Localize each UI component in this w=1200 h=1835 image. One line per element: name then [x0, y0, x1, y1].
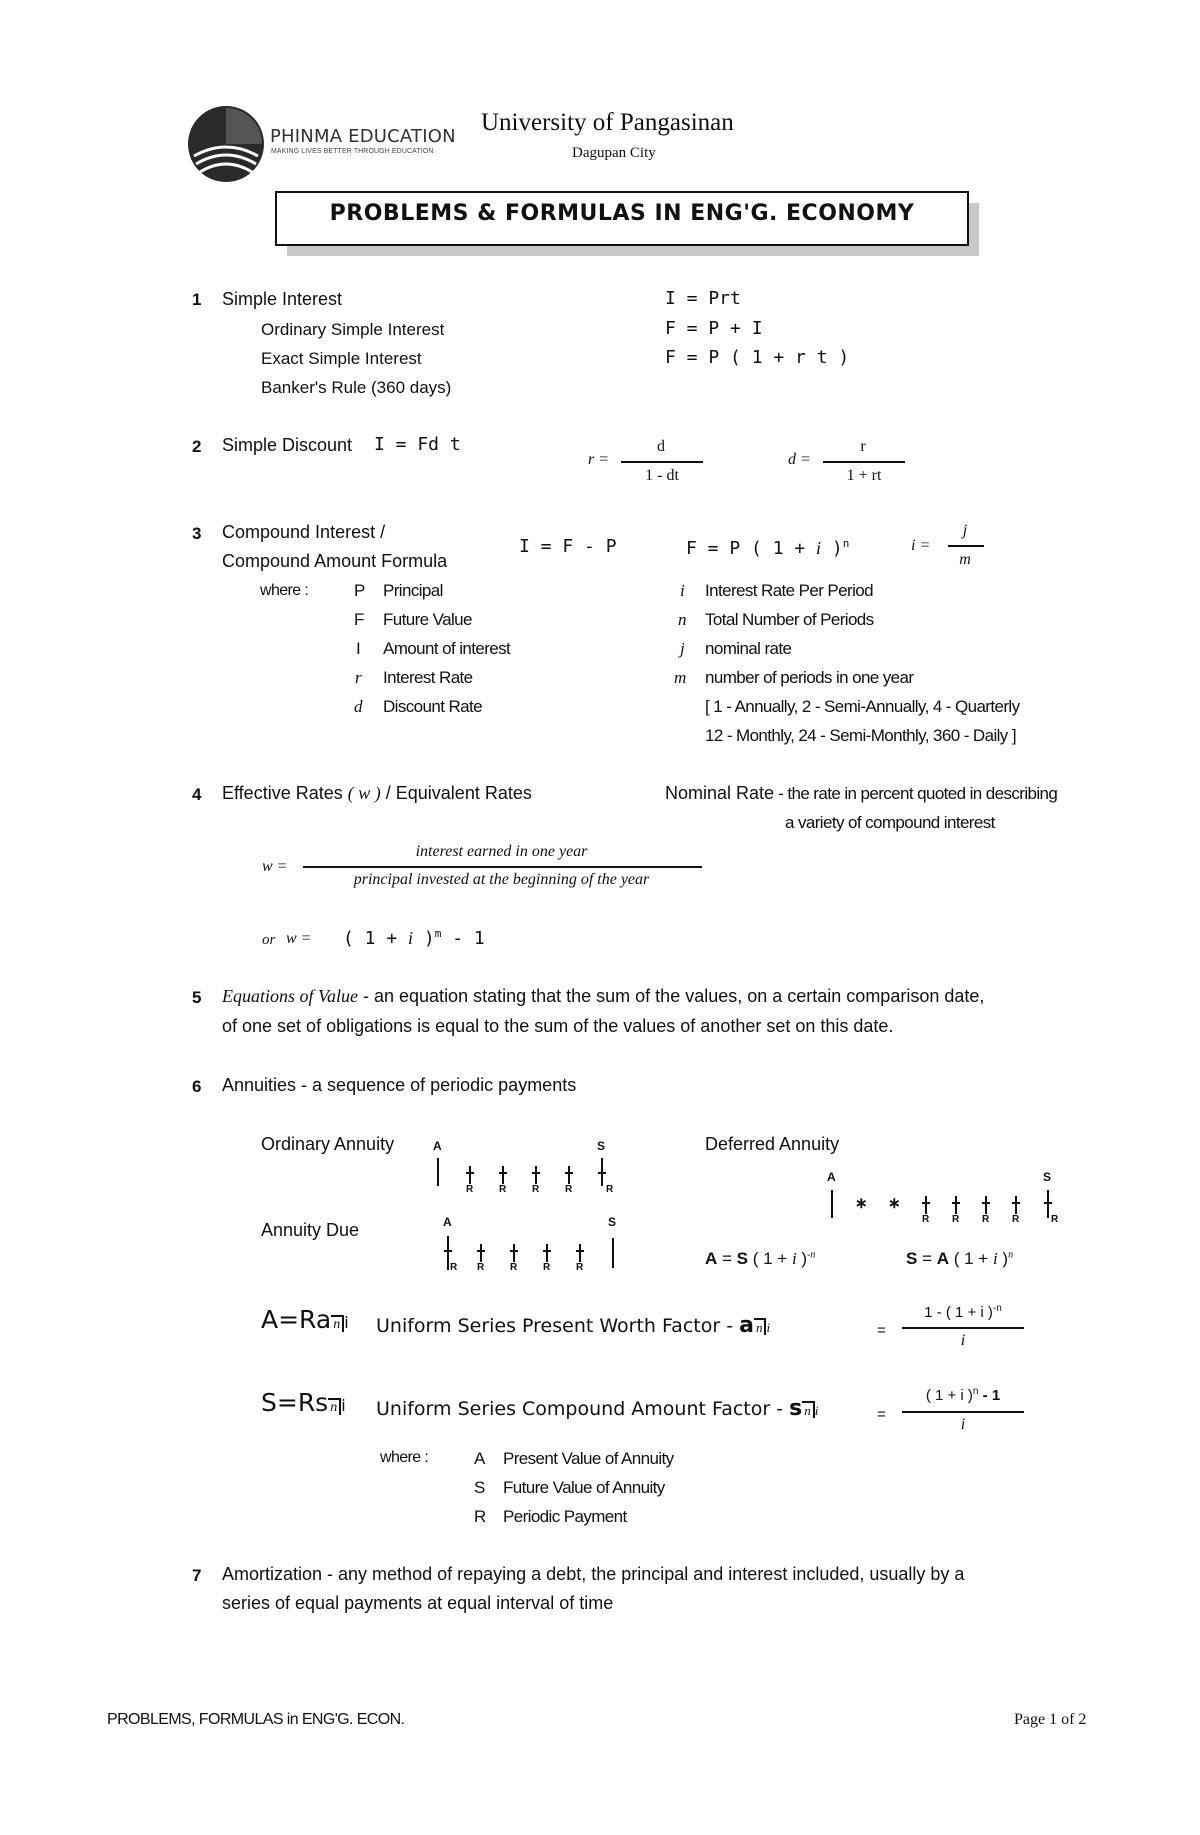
fraction-i-numerator: j	[962, 522, 968, 539]
fraction-i-denominator: m	[959, 551, 971, 568]
ordinary-tick-2	[502, 1166, 504, 1184]
due-tick-2	[480, 1244, 482, 1262]
deferred-dash-3	[982, 1202, 990, 1204]
ordinary-dash-1	[466, 1172, 474, 1174]
page-title: PROBLEMS & FORMULAS IN ENG'G. ECONOMY	[329, 201, 915, 226]
present-worth-denominator: i	[960, 1332, 966, 1349]
deferred-dash-2	[952, 1202, 960, 1204]
section-7-number: 7	[192, 1566, 202, 1585]
ordinary-annuity-label: Ordinary Annuity	[261, 1134, 395, 1154]
deferred-s-label: S	[1043, 1170, 1052, 1184]
fraction-r-lhs: r =	[588, 451, 610, 468]
fraction-r-numerator: d	[657, 438, 665, 455]
def-discount-rate: Discount Rate	[383, 697, 482, 716]
due-tick-1	[447, 1236, 449, 1270]
university-name: University of Pangasinan	[481, 109, 734, 136]
symbol-r: r	[355, 668, 362, 687]
deferred-dash-5	[1044, 1202, 1052, 1204]
due-r-2: R	[477, 1262, 485, 1273]
fraction-d-denominator: 1 + rt	[846, 467, 882, 484]
brand-name: PHINMA EDUCATION	[270, 126, 456, 147]
section-6-number: 6	[192, 1077, 202, 1096]
symbol-i-upper: I	[356, 639, 361, 658]
effective-rate-lhs: w =	[262, 858, 288, 875]
compound-amount-denominator: i	[960, 1416, 966, 1433]
compound-amount-symbol: S=Rs n i	[261, 1388, 346, 1417]
effective-rate-or: or	[262, 932, 276, 948]
effective-rate-bar	[303, 866, 702, 868]
symbol-d: d	[354, 697, 363, 716]
ordinary-r-5: R	[606, 1184, 614, 1195]
section-3-number: 3	[192, 524, 202, 543]
formula-simple-discount: I = Fd t	[374, 434, 461, 455]
section-5-line2: of one set of obligations is equal to the sum of the values of another set on this date.	[222, 1016, 894, 1036]
deferred-r-5: R	[1051, 1214, 1059, 1225]
nominal-rate-definition: Nominal Rate - the rate in percent quoted in describing	[665, 783, 1058, 803]
formula-future-value-rate: F = P ( 1 + r t )	[665, 347, 850, 368]
symbol-r-upper: R	[474, 1507, 487, 1526]
ordinary-start-tick	[437, 1158, 439, 1186]
effective-rate-numerator: interest earned in one year	[415, 843, 588, 860]
compound-amount-label: Uniform Series Compound Amount Factor - s n i	[376, 1396, 819, 1421]
university-city: Dagupan City	[572, 145, 656, 161]
formula-compound-interest: I = F - P	[519, 536, 617, 557]
fraction-d-lhs: d =	[788, 451, 811, 468]
phinma-logo-mark-icon	[186, 104, 266, 184]
def-future-value-annuity: Future Value of Annuity	[503, 1478, 665, 1497]
ordinary-dash-3	[532, 1172, 540, 1174]
deferred-skip-mark-1: ∗	[855, 1195, 868, 1212]
def-periodic-payment: Periodic Payment	[503, 1507, 627, 1526]
ordinary-tick-4	[568, 1166, 570, 1184]
section-1-item-exact: Exact Simple Interest	[261, 349, 422, 368]
present-worth-label: Uniform Series Present Worth Factor - a n i	[376, 1313, 771, 1338]
deferred-r-3: R	[982, 1214, 990, 1225]
def-total-periods: Total Number of Periods	[705, 610, 874, 629]
deferred-tick-4	[1015, 1196, 1017, 1214]
footer-document-name: PROBLEMS, FORMULAS in ENG'G. ECON.	[107, 1711, 405, 1728]
due-dash-3	[510, 1250, 518, 1252]
fraction-d-numerator: r	[860, 438, 866, 455]
ordinary-dash-5	[598, 1172, 606, 1174]
def-nominal-rate: nominal rate	[705, 639, 792, 658]
symbol-s: S	[474, 1478, 486, 1497]
compounding-note-line1: [ 1 - Annually, 2 - Semi-Annually, 4 - Quarterly	[705, 697, 1020, 716]
section-4-title: Effective Rates ( w ) / Equivalent Rates	[222, 783, 532, 803]
section-2-number: 2	[192, 437, 202, 456]
due-r-3: R	[510, 1262, 518, 1273]
due-tick-3	[513, 1244, 515, 1262]
section-7-line1: Amortization - any method of repaying a debt, the principal and interest included, usually by a	[222, 1564, 965, 1584]
footer-page-number: Page 1 of 2	[1014, 1711, 1087, 1728]
section-6-title: Annuities - a sequence of periodic payments	[222, 1075, 577, 1095]
def-principal: Principal	[383, 581, 443, 600]
compound-amount-bar	[902, 1411, 1024, 1413]
deferred-r-2: R	[952, 1214, 960, 1225]
section-2-title: Simple Discount	[222, 435, 353, 455]
due-dash-5	[576, 1250, 584, 1252]
def-interest-rate-per-period: Interest Rate Per Period	[705, 581, 873, 600]
section-6-where: where :	[380, 1449, 429, 1466]
section-1-item-ordinary: Ordinary Simple Interest	[261, 320, 445, 339]
section-3-title-line2: Compound Amount Formula	[222, 551, 448, 571]
fraction-i-bar	[948, 545, 984, 547]
ordinary-r-2: R	[499, 1184, 507, 1195]
formula-future-value-simple: F = P + I	[665, 318, 763, 339]
deferred-tick-5	[1047, 1190, 1049, 1218]
symbol-a: A	[474, 1449, 486, 1468]
compound-amount-equals: =	[877, 1406, 886, 1423]
due-r-1: R	[450, 1262, 458, 1273]
section-5-line1: Equations of Value - an equation stating that the sum of the values, on a certain comparison date,	[222, 986, 985, 1006]
deferred-tick-3	[985, 1196, 987, 1214]
due-dash-2	[477, 1250, 485, 1252]
annuity-due-label: Annuity Due	[261, 1220, 360, 1240]
section-1-number: 1	[192, 290, 202, 309]
deferred-r-1: R	[922, 1214, 930, 1225]
deferred-annuity-label: Deferred Annuity	[705, 1134, 840, 1154]
symbol-j: j	[680, 639, 685, 658]
brand-tagline: MAKING LIVES BETTER THROUGH EDUCATION	[271, 148, 434, 155]
due-r-4: R	[543, 1262, 551, 1273]
section-7-line2: series of equal payments at equal interval of time	[222, 1593, 614, 1613]
present-worth-equals: =	[877, 1322, 886, 1339]
ordinary-a-label: A	[433, 1139, 442, 1153]
formula-simple-interest: I = Prt	[665, 288, 741, 309]
section-1-item-bankers: Banker's Rule (360 days)	[261, 378, 452, 397]
def-present-value-annuity: Present Value of Annuity	[503, 1449, 674, 1468]
due-dash-4	[543, 1250, 551, 1252]
formula-compound-amount: F = P ( 1 + i )$^n$	[686, 537, 850, 559]
deferred-r-4: R	[1012, 1214, 1020, 1225]
due-dash-1	[444, 1250, 452, 1252]
symbol-m: m	[674, 668, 687, 687]
compounding-note-line2: 12 - Monthly, 24 - Semi-Monthly, 360 - Daily ]	[705, 726, 1016, 745]
ordinary-dash-2	[499, 1172, 507, 1174]
deferred-tick-1	[925, 1196, 927, 1214]
def-periods-per-year: number of periods in one year	[705, 668, 914, 687]
present-worth-symbol: A=Ra n i	[261, 1305, 349, 1334]
ordinary-dash-4	[565, 1172, 573, 1174]
ordinary-tick-1	[469, 1166, 471, 1184]
fraction-d-bar	[823, 461, 905, 463]
section-5-number: 5	[192, 988, 202, 1007]
due-a-label: A	[443, 1215, 452, 1229]
due-tick-4	[546, 1244, 548, 1262]
effective-rate-lhs-2: w =	[286, 930, 312, 947]
effective-rate-denominator: principal invested at the beginning of the year	[353, 871, 650, 888]
ordinary-s-label: S	[597, 1139, 606, 1153]
def-amount-of-interest: Amount of interest	[383, 639, 511, 658]
deferred-a-label: A	[827, 1170, 836, 1184]
formula-deferred-future: S = A ( 1 + i )$^n$	[906, 1249, 1014, 1268]
due-end-tick	[612, 1238, 614, 1268]
due-r-5: R	[576, 1262, 584, 1273]
fraction-i-lhs: i =	[911, 537, 931, 554]
symbol-i: i	[680, 581, 685, 600]
compound-amount-numerator: ( 1 + i )$^n$ - 1	[925, 1386, 1001, 1404]
section-3-where: where :	[260, 582, 309, 599]
ordinary-r-1: R	[466, 1184, 474, 1195]
ordinary-r-3: R	[532, 1184, 540, 1195]
section-3-title-line1: Compound Interest /	[222, 522, 386, 542]
deferred-start-tick	[831, 1190, 833, 1218]
deferred-skip-mark-2: ∗	[888, 1195, 901, 1212]
present-worth-numerator: 1 - ( 1 + i )$^{-n}$	[924, 1303, 1002, 1321]
formula-effective-rate: ( 1 + i )$^m$ - 1	[343, 927, 485, 949]
equations-of-value-term: Equations of Value	[222, 986, 358, 1006]
phinma-logo	[186, 104, 266, 184]
def-interest-rate: Interest Rate	[383, 668, 473, 687]
deferred-dash-1	[922, 1202, 930, 1204]
fraction-r-bar	[621, 461, 703, 463]
formula-deferred-present: A = S ( 1 + i )$^{-n}$	[705, 1249, 816, 1268]
due-tick-5	[579, 1244, 581, 1262]
def-future-value: Future Value	[383, 610, 472, 629]
deferred-tick-2	[955, 1196, 957, 1214]
ordinary-tick-3	[535, 1166, 537, 1184]
nominal-rate-definition-line2: a variety of compound interest	[785, 813, 995, 832]
due-s-label: S	[608, 1215, 617, 1229]
symbol-f: F	[354, 610, 365, 629]
deferred-dash-4	[1012, 1202, 1020, 1204]
section-1-title: Simple Interest	[222, 289, 343, 309]
symbol-p: P	[354, 581, 366, 600]
symbol-n: n	[678, 610, 687, 629]
fraction-r-denominator: 1 - dt	[645, 467, 679, 484]
present-worth-bar	[902, 1327, 1024, 1329]
section-4-number: 4	[192, 785, 202, 804]
ordinary-r-4: R	[565, 1184, 573, 1195]
